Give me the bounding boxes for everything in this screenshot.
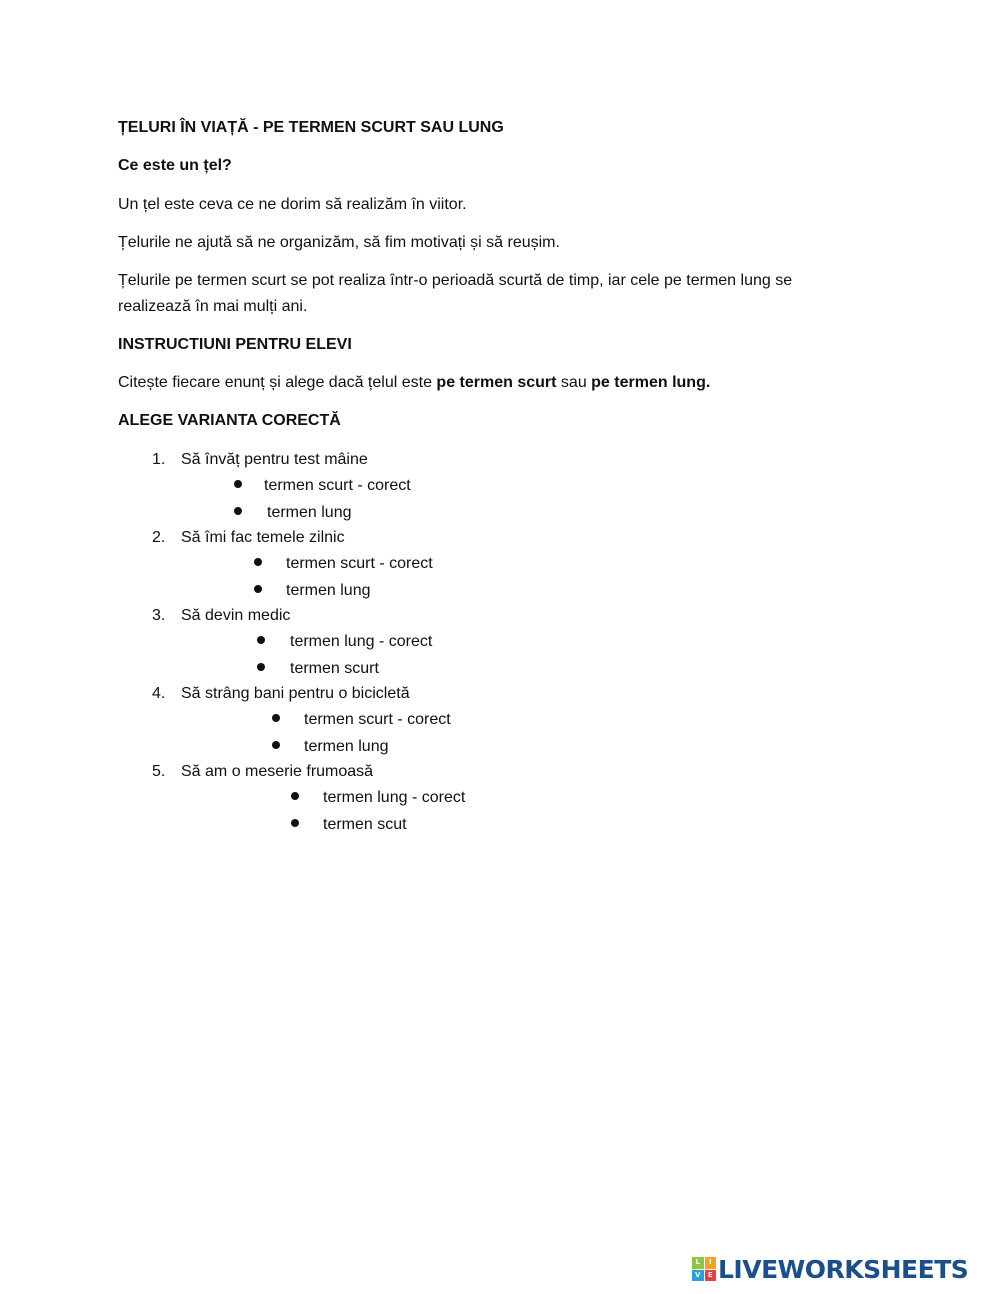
answer-option[interactable] [291,785,466,811]
answer-option[interactable] [254,578,371,604]
item-text: Să am o meserie frumoasă [181,763,374,780]
answer-option[interactable] [257,656,379,682]
option-label: termen scurt - corect [304,711,451,728]
bullet-icon [272,741,280,749]
instructions-text [118,370,710,396]
logo-block-l: L [692,1257,704,1269]
answer-option[interactable] [234,500,352,526]
bullet-icon [257,663,265,671]
option-label: termen lung [304,738,389,755]
list-item [152,759,373,785]
instructions-long-term: pe termen lung. [591,374,711,391]
item-number: 2. [152,529,166,546]
answer-option[interactable] [254,551,433,577]
list-item [152,603,290,629]
bullet-icon [234,480,242,488]
logo-wordmark: LIVEWORKSHEETS [718,1254,969,1284]
answer-option[interactable] [234,473,411,499]
list-item [152,447,368,473]
answer-option[interactable] [291,812,407,838]
item-text: Să strâng bani pentru o bicicletă [181,685,410,702]
option-label: termen scurt - corect [264,477,411,494]
choose-heading: ALEGE VARIANTA CORECTĂ [118,412,341,429]
purpose-paragraph: Țelurile ne ajută să ne organizăm, să fim motivați și să reușim. [118,234,560,251]
bullet-icon [254,585,262,593]
answer-option[interactable] [257,629,433,655]
answer-option[interactable] [272,734,389,760]
definition-paragraph: Un țel este ceva ce ne dorim să realizăm în viitor. [118,196,467,213]
instructions-short-term: pe termen scurt [436,374,557,391]
liveworksheets-logo [692,1254,968,1284]
answer-option[interactable] [272,707,451,733]
list-item [152,525,345,551]
item-number: 1. [152,451,166,468]
bullet-icon [254,558,262,566]
logo-block-v: V [692,1270,704,1282]
instructions-lead: Citește fiecare enunț și alege dacă țelul este [118,374,437,391]
logo-block-i: I [705,1257,717,1269]
item-text: Să învăț pentru test mâine [181,451,368,468]
option-label: termen lung [286,582,371,599]
logo-block-e: E [705,1270,717,1282]
item-text: Să devin medic [181,607,291,624]
item-text: Să îmi fac temele zilnic [181,529,345,546]
item-number: 3. [152,607,166,624]
bullet-icon [272,714,280,722]
bullet-icon [234,507,242,515]
logo-blocks-icon [692,1257,716,1281]
option-label: termen lung - corect [323,789,466,806]
option-label: termen scurt [290,660,379,677]
item-number: 5. [152,763,166,780]
option-label: termen lung - corect [290,633,433,650]
worksheet-title: ȚELURI ÎN VIAȚĂ - PE TERMEN SCURT SAU LUNG [118,119,504,136]
option-label: termen lung [267,504,352,521]
option-label: termen scurt - corect [286,555,433,572]
list-item [152,681,410,707]
instructions-or: sau [556,374,592,391]
explanation-paragraph: Țelurile pe termen scurt se pot realiza într-o perioadă scurtă de timp, iar cele pe termen lung se realizează în mai mulți ani. [118,272,793,315]
bullet-icon [291,819,299,827]
item-number: 4. [152,685,166,702]
instructions-heading: INSTRUCTIUNI PENTRU ELEVI [118,336,352,353]
bullet-icon [257,636,265,644]
question-heading: Ce este un țel? [118,157,232,174]
option-label: termen scut [323,816,407,833]
bullet-icon [291,792,299,800]
